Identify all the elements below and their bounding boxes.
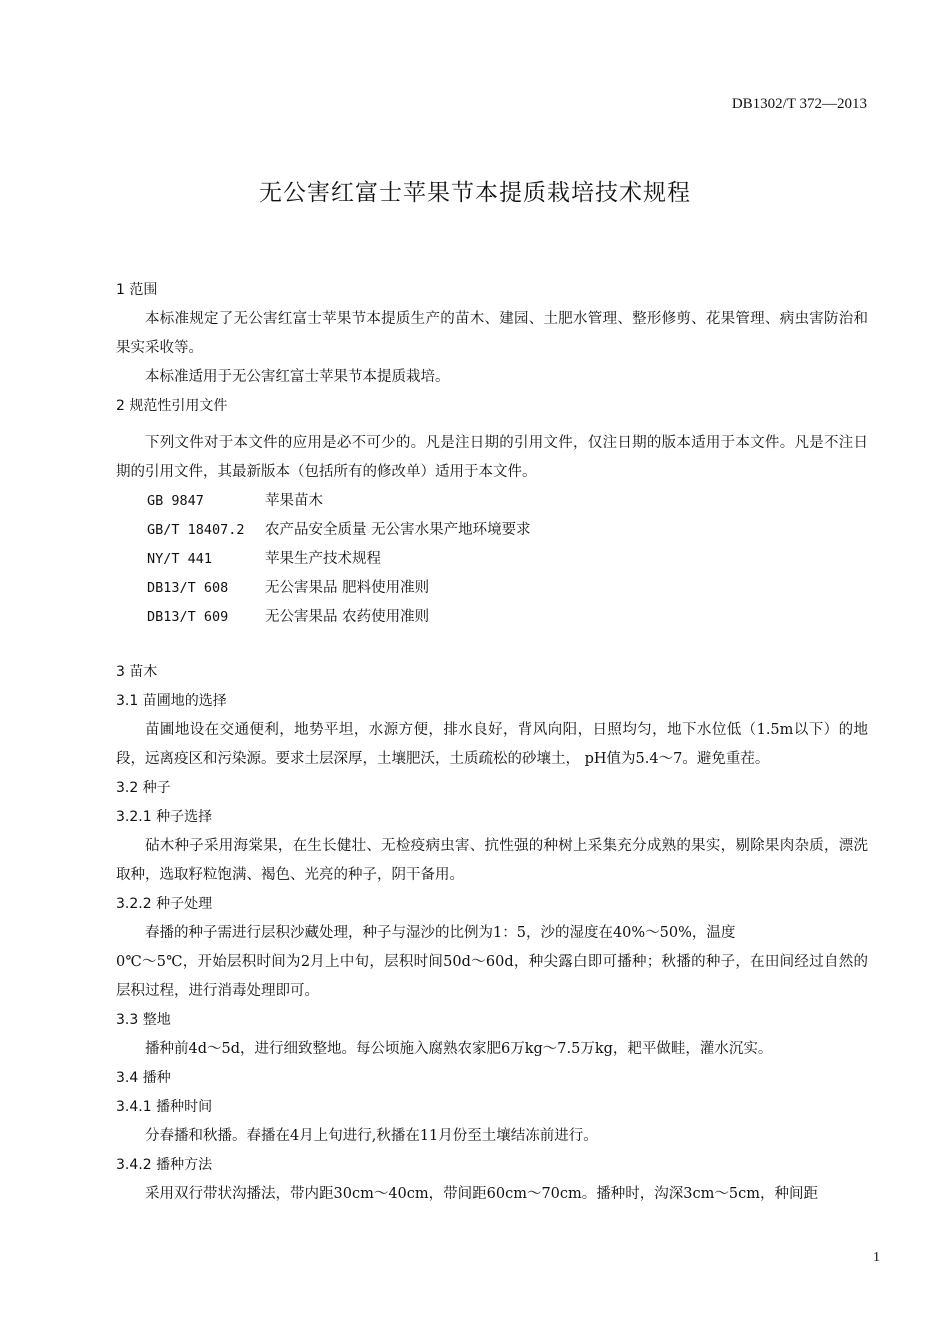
section-2-heading: 2 规范性引用文件 <box>116 398 228 414</box>
reference-row <box>116 516 868 545</box>
reference-name: 苹果苗木 <box>265 493 323 509</box>
section-3-4-2-paragraph: 采用双行带状沟播法，带内距30cm～40cm，带间距60cm～70cm。播种时，沟深3cm～5cm，种间距 <box>145 1186 818 1202</box>
reference-code: NY/T 441 <box>147 551 213 567</box>
reference-code: DB13/T 609 <box>147 609 229 625</box>
reference-name: 无公害果品 肥料使用准则 <box>265 580 430 596</box>
section-3-heading: 3 苗木 <box>116 664 158 680</box>
section-3-4-1-paragraph: 分春播和秋播。春播在4月上旬进行,秋播在11月份至土壤结冻前进行。 <box>145 1128 598 1144</box>
reference-row <box>116 574 868 603</box>
section-1-paragraph-1: 本标准规定了无公害红富士苹果节本提质生产的苗木、建园、土肥水管理、整形修剪、花果管理、病虫害防治和果实采收等。 <box>116 311 868 356</box>
reference-name: 苹果生产技术规程 <box>265 551 381 567</box>
reference-row <box>116 545 868 574</box>
document-body <box>116 276 868 1209</box>
document-title: 无公害红富士苹果节本提质栽培技术规程 <box>259 180 691 206</box>
section-1-paragraph-2: 本标准适用于无公害红富士苹果节本提质栽培。 <box>145 369 450 385</box>
section-3-2-1-paragraph: 砧木种子采用海棠果，在生长健壮、无检疫病虫害、抗性强的种树上采集充分成熟的果实，剔除果肉杂质，漂洗取种，选取籽粒饱满、褐色、光亮的种子，阴干备用。 <box>116 838 868 883</box>
section-3-3-heading: 3.3 整地 <box>116 1012 171 1028</box>
section-3-4-heading: 3.4 播种 <box>116 1070 171 1086</box>
reference-code: DB13/T 608 <box>147 580 229 596</box>
section-3-4-1-heading: 3.4.1 播种时间 <box>116 1099 213 1115</box>
section-2-paragraph: 下列文件对于本文件的应用是必不可少的。凡是注日期的引用文件，仅注日期的版本适用于本文件。凡是不注日期的引用文件，其最新版本（包括所有的修改单）适用于本文件。 <box>116 435 868 480</box>
reference-row <box>116 487 868 516</box>
section-1-heading: 1 范围 <box>116 282 158 298</box>
section-3-4-2-heading: 3.4.2 播种方法 <box>116 1157 213 1173</box>
reference-name: 农产品安全质量 无公害水果产地环境要求 <box>265 522 531 538</box>
section-3-2-2-heading: 3.2.2 种子处理 <box>116 896 213 912</box>
section-3-2-2-paragraph-2: 0℃～5℃，开始层积时间为2月上中旬，层积时间50d～60d，种尖露白即可播种；秋播的种子，在田间经过自然的层积过程，进行消毒处理即可。 <box>116 954 868 999</box>
section-3-2-1-heading: 3.2.1 种子选择 <box>116 809 213 825</box>
page-number: 1 <box>873 1250 880 1265</box>
reference-code: GB 9847 <box>147 493 204 509</box>
reference-name: 无公害果品 农药使用准则 <box>265 609 430 625</box>
reference-row <box>116 603 868 632</box>
section-3-2-2-paragraph-1: 春播的种子需进行层积沙藏处理，种子与湿沙的比例为1：5，沙的湿度在40%～50%，温度 <box>145 925 736 941</box>
section-3-1-heading: 3.1 苗圃地的选择 <box>116 693 227 709</box>
section-3-1-paragraph: 苗圃地设在交通便利，地势平坦，水源方便，排水良好，背风向阳，日照均匀，地下水位低（1.5m以下）的地段，远离疫区和污染源。要求土层深厚，土壤肥沃，土质疏松的砂壤土， pH值为5.4～7。避免重茬。 <box>116 722 868 767</box>
section-3-3-paragraph: 播种前4d～5d，进行细致整地。每公顷施入腐熟农家肥6万kg～7.5万kg，耙平做畦，灌水沉实。 <box>145 1041 773 1057</box>
reference-code: GB/T 18407.2 <box>147 522 245 538</box>
document-code: DB1302/T 372—2013 <box>731 96 867 112</box>
section-3-2-heading: 3.2 种子 <box>116 780 171 796</box>
